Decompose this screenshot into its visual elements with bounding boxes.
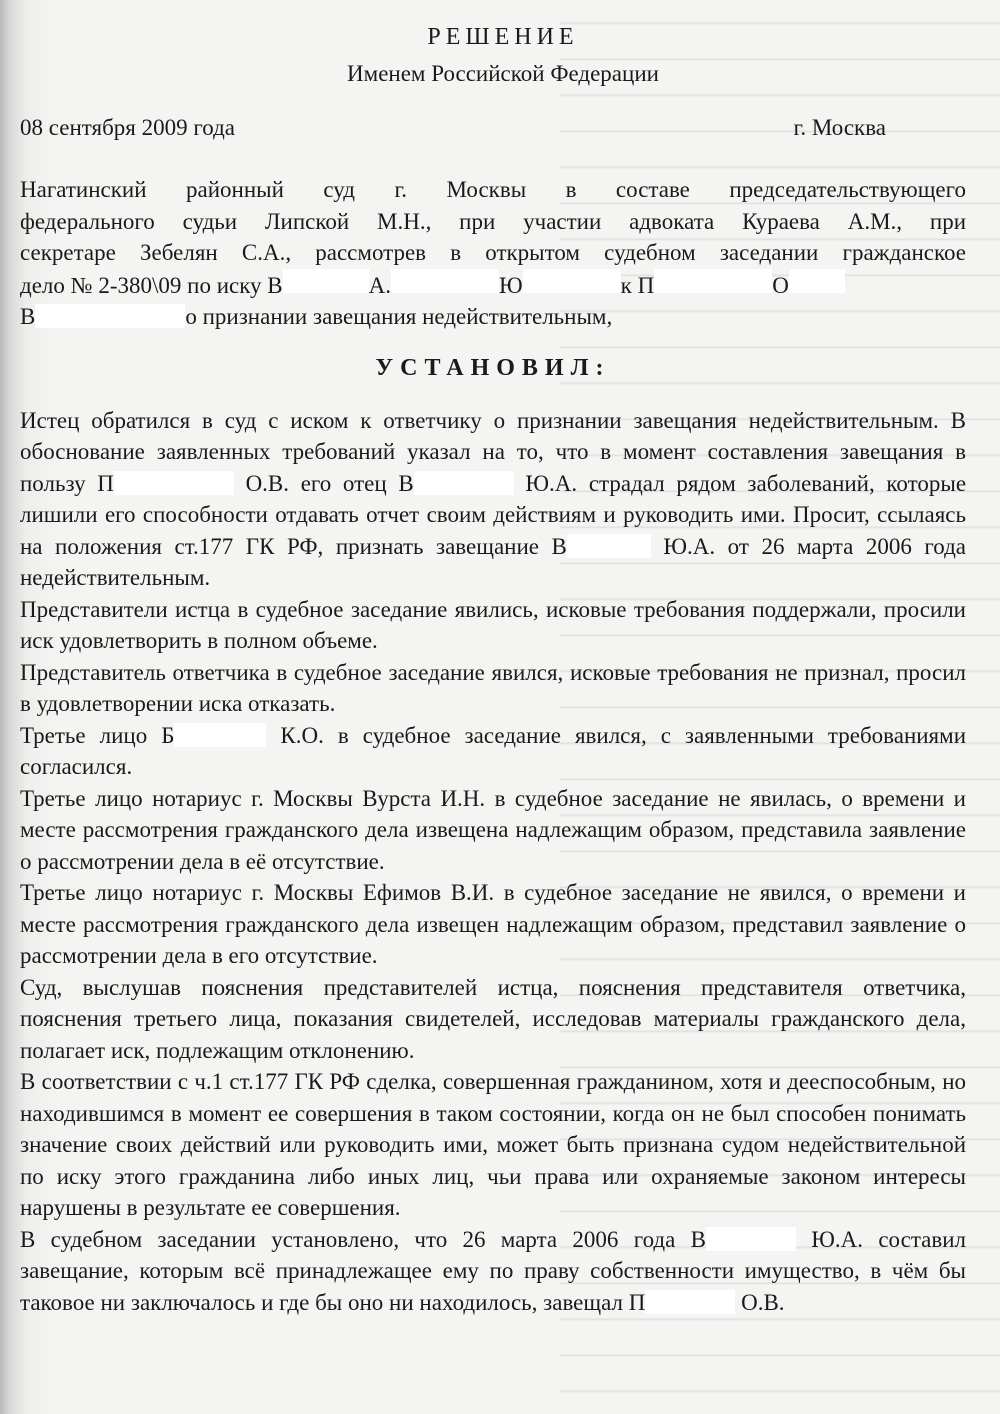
- intro-line-4: [20, 269, 966, 302]
- redaction-box: [567, 534, 651, 558]
- redaction-box: [523, 269, 621, 293]
- established-text-3: О.В.: [741, 1289, 785, 1315]
- redaction-box: [789, 269, 845, 293]
- paragraph-third-party: [20, 720, 966, 783]
- intro-block: [20, 174, 966, 333]
- defendant-initial-2: О: [772, 272, 789, 298]
- plaintiff-initial-1: А.: [368, 272, 392, 298]
- claim-text-3: Ю.А. страдал рядом заболеваний, которые лишили его способности отдавать отчет своим действиям и руководить ими. Просит, ссылаясь на положения ст.177 ГК РФ, признать завещание В: [20, 470, 967, 559]
- decision-date: 08 сентября 2009 года: [20, 115, 235, 140]
- claim-subject: о признании завещания недействительным,: [185, 304, 613, 329]
- claim-text-2: О.В. его отец В: [245, 470, 414, 496]
- plaintiff-initial-2: Ю: [499, 272, 523, 298]
- redaction-box: [35, 304, 185, 328]
- city: г. Москва: [793, 115, 886, 140]
- third-party-text-2: К.О. в судебное заседание явился, с заявленными требованиями согласился.: [20, 722, 966, 779]
- intro-line-3: секретаре Зебелян С.А., рассмотрев в открытом судебном заседании гражданское: [20, 240, 966, 265]
- paragraph-plaintiff-reps: Представители истца в судебное заседание явились, исковые требования поддержали, просили иск удовлетворить в полном объеме.: [20, 596, 966, 653]
- paragraph-notary-efimov: Третье лицо нотариус г. Москвы Ефимов В.И. в судебное заседание не явился, о времени и месте рассмотрения гражданского дела извещен надлежащим образом, представил заявление о рассмотрении дела в его отсутствие.: [20, 880, 966, 968]
- intro-line-1: Нагатинский районный суд г. Москвы в составе председательствующего: [20, 177, 966, 202]
- document-title: РЕШЕНИЕ: [427, 24, 579, 50]
- third-party-text-1: Третье лицо Б: [20, 722, 175, 748]
- findings: [20, 405, 966, 1319]
- document-body: [20, 22, 966, 1318]
- paragraph-claim: [20, 405, 966, 594]
- intro-line-2: федерального судьи Липской М.Н., при участии адвоката Кураева А.М., при: [20, 208, 966, 234]
- redaction-box: [654, 269, 772, 293]
- claim-text-1: Истец обратился в суд с иском к ответчику о признании завещания недействительным. В обоснование заявленных требований указал на то, что в момент составления завещания в пользу П: [20, 407, 966, 496]
- redaction-box: [645, 1290, 735, 1314]
- defendant-initial-3: В: [20, 304, 36, 329]
- paragraph-defendant-rep: Представитель ответчика в судебное заседание явился, исковые требования не признал, просил в удовлетворении иска отказать.: [20, 659, 966, 716]
- dateline: [20, 112, 966, 174]
- section-heading: УСТАНОВИЛ:: [375, 354, 611, 381]
- document-subtitle: Именем Российской Федерации: [347, 61, 659, 86]
- case-number-text: дело № 2-380\09 по иску В: [20, 272, 283, 298]
- redaction-box: [414, 471, 514, 495]
- claim-text-4: Ю.А. от 26 марта 2006 года недействительным.: [20, 533, 966, 590]
- established-text-1: В судебном заседании установлено, что 26 марта 2006 года В: [20, 1226, 706, 1252]
- redaction-box: [706, 1227, 796, 1251]
- redaction-box: [174, 723, 266, 747]
- paragraph-established: [20, 1224, 966, 1319]
- intro-line-5: [20, 301, 966, 333]
- redaction-box: [114, 471, 234, 495]
- established-text-2: Ю.А. составил завещание, которым всё принадлежащее ему по праву собственности имущество, в чём бы таковое ни заключалось и где бы оно ни находилось, завещал П: [20, 1226, 967, 1315]
- defendant-initial: к П: [620, 272, 655, 298]
- paragraph-law-reference: В соответствии с ч.1 ст.177 ГК РФ сделка, совершенная гражданином, хотя и дееспособным, но находившимся в момент ее совершения в таком состоянии, когда он не был способен понимать значение своих действий или руководить ими, может быть признана судом недействительной по иску этого гражданина либо иных лиц, чьи права или охраняемые законом интересы нарушены в результате ее совершения.: [20, 1069, 966, 1220]
- redaction-box: [391, 269, 499, 293]
- paragraph-court-opinion: Суд, выслушав пояснения представителей истца, пояснения представителя ответчика, пояснения третьего лица, показания свидетелей, исследовав материалы гражданского дела, полагает иск, подлежащим отклонению.: [20, 974, 966, 1063]
- paragraph-notary-wursta: Третье лицо нотариус г. Москвы Вурста И.Н. в судебное заседание не явилась, о времени и месте рассмотрения гражданского дела извещена надлежащим образом, представила заявление о рассмотрении дела в её отсутствие.: [20, 785, 966, 874]
- redaction-box: [283, 269, 369, 293]
